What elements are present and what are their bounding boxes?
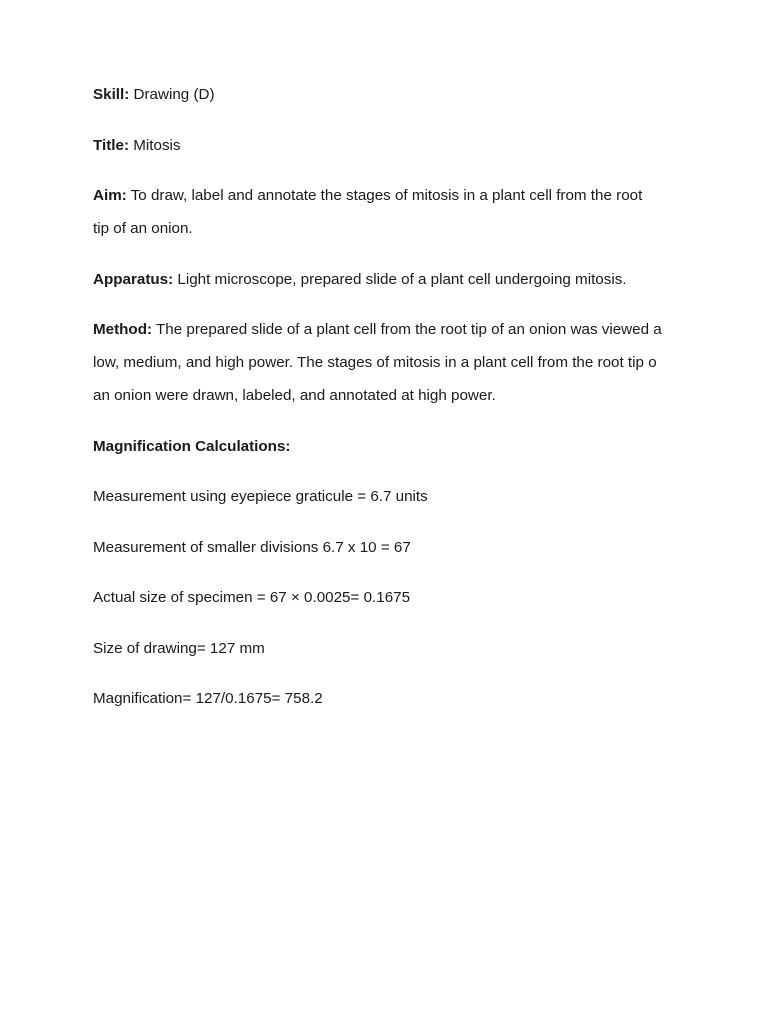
method-text-line-2: low, medium, and high power. The stages of mitosis in a plant cell from the root tip o: [93, 354, 657, 371]
method-text-line-3: an onion were drawn, labeled, and annotated at high power.: [93, 387, 496, 404]
method-paragraph: [93, 313, 683, 412]
title-label: Title:: [93, 136, 130, 154]
calc-line-drawing-size: Size of drawing= 127 mm: [93, 639, 265, 657]
apparatus-label: Apparatus:: [93, 270, 174, 288]
skill-label: Skill:: [93, 86, 130, 103]
method-label: Method:: [93, 321, 153, 338]
apparatus-text: Light microscope, prepared slide of a plant cell undergoing mitosis.: [177, 270, 627, 288]
calc-line-magnification: Magnification= 127/0.1675= 758.2: [93, 690, 323, 707]
calc-line-divisions: Measurement of smaller divisions 6.7 x 10 = 67: [93, 538, 411, 556]
aim-text-line-2: tip of an onion.: [93, 220, 193, 237]
calc-line-graticule: Measurement using eyepiece graticule = 6.7 units: [93, 488, 428, 505]
title-line: [93, 129, 683, 162]
document-page: [93, 78, 683, 733]
magnification-heading: Magnification Calculations:: [93, 437, 291, 455]
title-value: Mitosis: [133, 136, 181, 154]
aim-paragraph: [93, 179, 683, 245]
aim-label: Aim:: [93, 187, 127, 204]
method-text-line-1: The prepared slide of a plant cell from the root tip of an onion was viewed a: [156, 321, 662, 338]
skill-line: [93, 78, 683, 111]
aim-text-line-1: To draw, label and annotate the stages of mitosis in a plant cell from the root: [130, 187, 643, 204]
apparatus-paragraph: [93, 263, 683, 296]
skill-value: Drawing (D): [133, 86, 215, 103]
calc-line-actual-size: Actual size of specimen = 67 × 0.0025= 0.1675: [93, 589, 411, 606]
